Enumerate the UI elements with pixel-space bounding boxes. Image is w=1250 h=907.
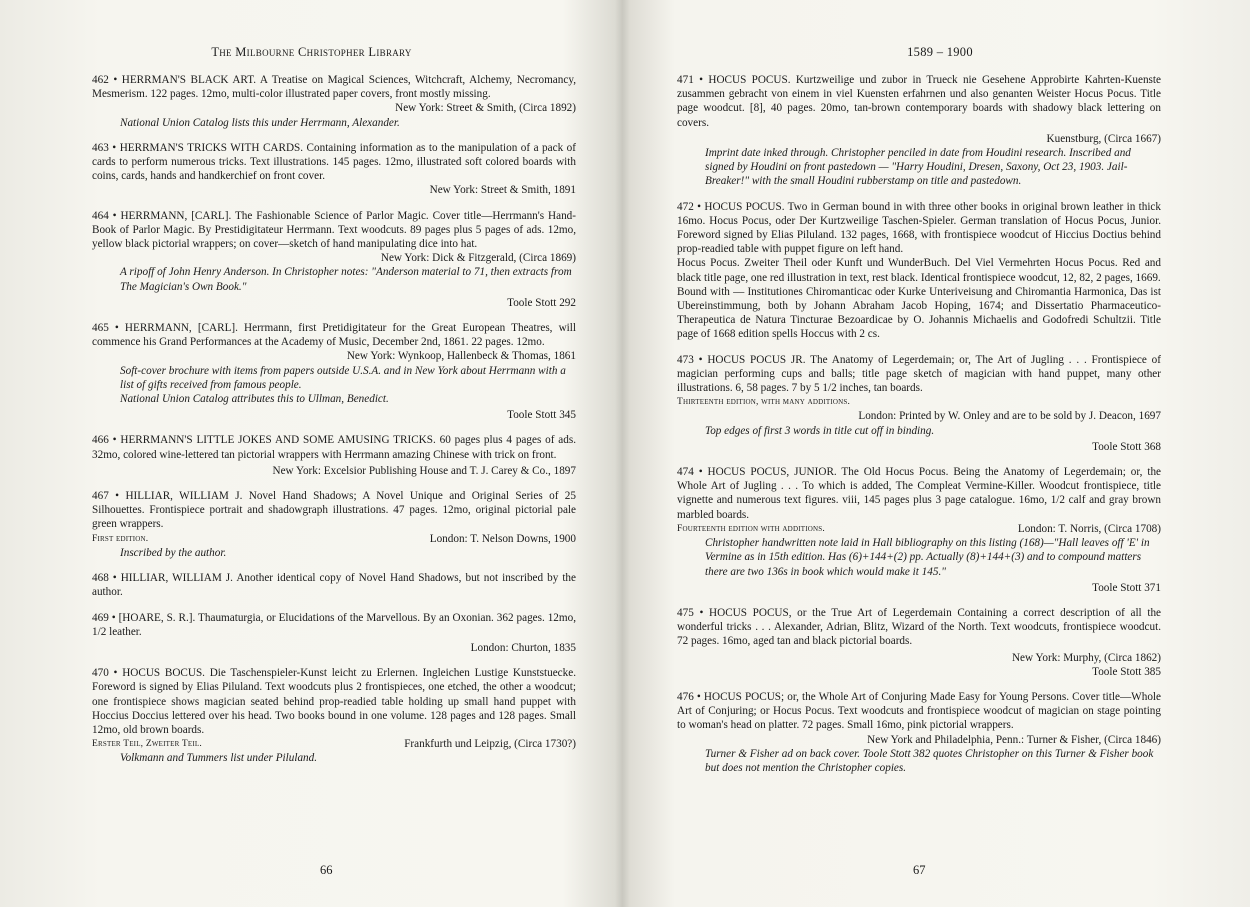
page-number: 67 — [913, 863, 926, 877]
entry-note: Soft-cover brochure with items from papers outside U.S.A. and in New York about Herrmann with a list of gifts received from famous people. — [120, 364, 566, 391]
entry-imprint: London: Printed by W. Onley and are to be sold by J. Deacon, 1697 — [858, 410, 1161, 423]
entry-reference: Toole Stott 292 — [507, 296, 576, 309]
catalog-entry-473 — [677, 353, 1161, 454]
entry-imprint: New York: Wynkoop, Hallenbeck & Thomas, 1861 — [346, 350, 576, 363]
entry-description: 468 • HILLIAR, WILLIAM J. Another identical copy of Novel Hand Shadows, but not inscribed by the author. — [92, 572, 576, 599]
entry-description-part3: Bound with — Institutiones Chiromanticac oder Kurke Unteriveisung and Chiromantia Harmonica, Das ist Ubereinstimmung, both by Johann Abraham Jacob Hoping, 1674; and Dissertatio Pharmaceutico-Therapeutica de Natura Tincturae Bezoardicae by O. Johannis Michaelis and Godofredi Schultzii. Title page of 1668 edition spells Hoccus with 2 cs. — [677, 285, 1161, 341]
entry-imprint: London: Churton, 1835 — [470, 641, 576, 654]
catalog-entry-468 — [92, 571, 576, 599]
entry-description: 465 • HERRMANN, [CARL]. Herrmann, first Pretidigitateur for the Great European Theatres, will commence his Grand Performances at the Academy of Music, December 2nd, 1861. 22 pages. 12mo. — [92, 322, 576, 349]
catalog-entry-465 — [92, 321, 576, 422]
entry-note: Inscribed by the author. — [120, 546, 227, 559]
entry-description: 467 • HILLIAR, WILLIAM J. Novel Hand Shadows; A Novel Unique and Original Series of 25 Silhouettes. Frontispiece portrait and shadowgraph illustrations. 47 pages. 12mo, original pictorial pale green wrappers. — [92, 490, 576, 531]
catalog-entry-463 — [92, 141, 576, 198]
entry-imprint: New York and Philadelphia, Penn.: Turner & Fisher, (Circa 1846) — [867, 733, 1161, 746]
catalog-entry-462 — [92, 73, 576, 130]
entry-imprint: New York: Street & Smith, (Circa 1892) — [395, 102, 576, 115]
entry-edition: Thirteenth edition, with many additions. — [677, 397, 851, 408]
entry-description: 469 • [HOARE, S. R.]. Thaumaturgia, or Elucidations of the Marvellous. By an Oxonian. 362 pages. 12mo, 1/2 leather. — [92, 611, 576, 638]
entry-note: Turner & Fisher ad on back cover. Toole Stott 382 quotes Christopher on this Turner & Fisher book but does not mention the Christopher copies. — [705, 747, 1154, 774]
catalog-entries — [677, 73, 1161, 786]
entry-imprint: London: T. Norris, (Circa 1708) — [1017, 522, 1161, 535]
catalog-entry-476 — [677, 690, 1161, 775]
entry-note: National Union Catalog lists this under Herrmann, Alexander. — [120, 116, 400, 129]
entry-description-part2: Hocus Pocus. Zweiter Theil oder Kunft und WunderBuch. Del Viel Vermehrten Hocus Pocus. Red and black title page, one red illustration in text, rest black. Identical frontispiece woodcut, 12, 82, 2 pages, 1669. — [677, 257, 1161, 284]
entry-edition: Erster Teil, Zweiter Teil. — [92, 739, 202, 750]
right-page — [630, 0, 1250, 907]
running-header: 1589 – 1900 — [907, 45, 973, 59]
left-page — [0, 0, 620, 907]
entry-note: Christopher handwritten note laid in Hall bibliography on this listing (168)—"Hall leaves off 'E' in Vermine as in 15th edition. Has (6)+144+(2) pp. Actually (8)+144+(3) and to compound matters there are two 136s in book which would make it 145." — [705, 537, 1150, 578]
catalog-entry-467 — [92, 489, 576, 560]
entry-imprint: Frankfurth und Leipzig, (Circa 1730?) — [404, 738, 576, 751]
entry-reference: Toole Stott 371 — [1092, 581, 1161, 594]
entry-edition: Fourteenth edition with additions. — [677, 523, 825, 534]
entry-description: 463 • HERRMAN'S TRICKS WITH CARDS. Containing information as to the manipulation of a pack of cards to perform numerous tricks. Text illustrations. 145 pages. 12mo, illustrated soft colored boards with coins, cards, hands and handkerchief on front cover. — [92, 141, 576, 183]
entry-description: 471 • HOCUS POCUS. Kurtzweilige und zubor in Trueck nie Gesehene Approbirte Kahrten-Kuenste zusammen gebracht von einem in viel Kuensten erfahrnen und also genanten Weister Hocus Pocus. Title page woodcut. [8], 40 pages. 20mo, tan-brown contemporary boards with shadowy black lettering on covers. — [677, 74, 1161, 129]
entry-note: A ripoff of John Henry Anderson. In Christopher notes: "Anderson material to 71, then extracts from The Magician's Own Book." — [120, 266, 572, 293]
catalog-entry-471 — [677, 73, 1161, 189]
catalog-entry-469 — [92, 611, 576, 656]
entry-reference: Toole Stott 345 — [507, 409, 576, 422]
entry-reference: Toole Stott 385 — [1092, 665, 1161, 678]
catalog-entry-474 — [677, 465, 1161, 595]
entry-description: 476 • HOCUS POCUS; or, the Whole Art of Conjuring Made Easy for Young Persons. Cover title—Whole Art of Conjuring; or Hocus Pocus. Text woodcuts and frontispiece woodcut of magician on stage pointing to woman's head on platter. 72 pages. Small 16mo, pink pictorial wrappers. — [677, 690, 1161, 732]
catalog-entries — [92, 73, 576, 777]
entry-description: 473 • HOCUS POCUS JR. The Anatomy of Legerdemain; or, The Art of Jugling . . . Frontispiece of magician performing cups and balls; title page sketch of magician with hand puppet, many other illustrations. 6, 58 pages. 7 by 5 1/2 inches, tan boards. — [677, 353, 1161, 395]
catalog-entry-470 — [92, 666, 576, 765]
running-header: The Milbourne Christopher Library — [211, 45, 412, 59]
catalog-entry-466 — [92, 433, 576, 478]
entry-edition: First edition. — [92, 533, 149, 544]
entry-imprint: Kuenstburg, (Circa 1667) — [1046, 132, 1161, 145]
entry-description: 464 • HERRMANN, [CARL]. The Fashionable Science of Parlor Magic. Cover title—Herrmann's Hand-Book of Parlor Magic. By Prestidigitateur Herrmann. Text woodcuts. 89 pages plus 5 pages of ads. 12mo, yellow black pictorial wrappers; on cover—sketch of hand manipulating dice into hat. — [92, 209, 576, 251]
entry-description: 474 • HOCUS POCUS, JUNIOR. The Old Hocus Pocus. Being the Anatomy of Legerdemain; or, the Whole Art of Jugling . . . To which is added, The Compleat Vermine-Killer. Woodcut frontispiece, title vignette and numerous text figures. viii, 145 pages plus 3 page catalogue. 16mo, 1/2 calf and gray brown marbled boards. — [677, 466, 1161, 521]
entry-description: 472 • HOCUS POCUS. Two in German bound in with three other books in original brown leather in thick 16mo. Hocus Pocus, oder Der Kurtzweilige Taschen-Spieler. German translation of Hocus Pocus, Junior. Foreword signed by Elias Piluland. 132 pages, 1668, with frontispiece woodcut of Hiccius Doctius behind prop-readied table with puppet figure on left hand. — [677, 200, 1161, 256]
entry-description: 466 • HERRMANN'S LITTLE JOKES AND SOME AMUSING TRICKS. 60 pages plus 4 pages of ads. 32mo, colored wine-lettered tan pictorial wrappers with Herrmann amazing Chinese with trick on front. — [92, 434, 576, 461]
entry-description: 470 • HOCUS BOCUS. Die Taschenspieler-Kunst leicht zu Erlernen. Ingleichen Lustige Kunststuecke. Foreword is signed by Elias Piluland. Text woodcuts plus 2 frontispieces, one etched, the other a woodcut; one frontispiece shows magician seated behind prop-readied table holding up small hand puppet with Hoccius Doccius lettered over his head. Two books bound in one volume. 128 pages and 128 pages. Small 12mo, old brown boards. — [92, 667, 576, 736]
catalog-entry-472 — [677, 200, 1161, 342]
entry-imprint: New York: Excelsior Publishing House and T. J. Carey & Co., 1897 — [272, 464, 576, 477]
catalog-entry-475 — [677, 606, 1161, 679]
page-number: 66 — [320, 863, 333, 877]
entry-imprint: New York: Street & Smith, 1891 — [429, 184, 576, 197]
entry-description: 475 • HOCUS POCUS, or the True Art of Legerdemain Containing a correct description of all the wonderful tricks . . . Alexander, Adrian, Blitz, Wizard of the North. Text woodcuts, frontispiece woodcut. 72 pages. 16mo, aged tan and black pictorial boards. — [677, 606, 1161, 648]
entry-imprint: New York: Dick & Fitzgerald, (Circa 1869) — [380, 252, 576, 265]
entry-note: Top edges of first 3 words in title cut off in binding. — [705, 424, 935, 437]
entry-imprint: New York: Murphy, (Circa 1862) — [1011, 651, 1161, 664]
entry-note: Volkmann and Tummers list under Piluland. — [120, 752, 318, 765]
entry-note: Imprint date inked through. Christopher penciled in date from Houdini research. Inscribed and signed by Houdini on front pastedown — "Harry Houdini, Dresen, Saxony, Oct 23, 1903. Jail-Breaker!" with the small Houdini rubberstamp on title and pastedown. — [705, 147, 1131, 188]
entry-description: 462 • HERRMAN'S BLACK ART. A Treatise on Magical Sciences, Witchcraft, Alchemy, Necromancy, Mesmerism. 122 pages. 12mo, multi-color illustrated paper covers, front mostly missing. — [92, 74, 576, 101]
entry-note: National Union Catalog attributes this to Ullman, Benedict. — [120, 393, 389, 406]
catalog-entry-464 — [92, 209, 576, 310]
entry-imprint: London: T. Nelson Downs, 1900 — [429, 532, 576, 545]
entry-reference: Toole Stott 368 — [1092, 440, 1161, 453]
